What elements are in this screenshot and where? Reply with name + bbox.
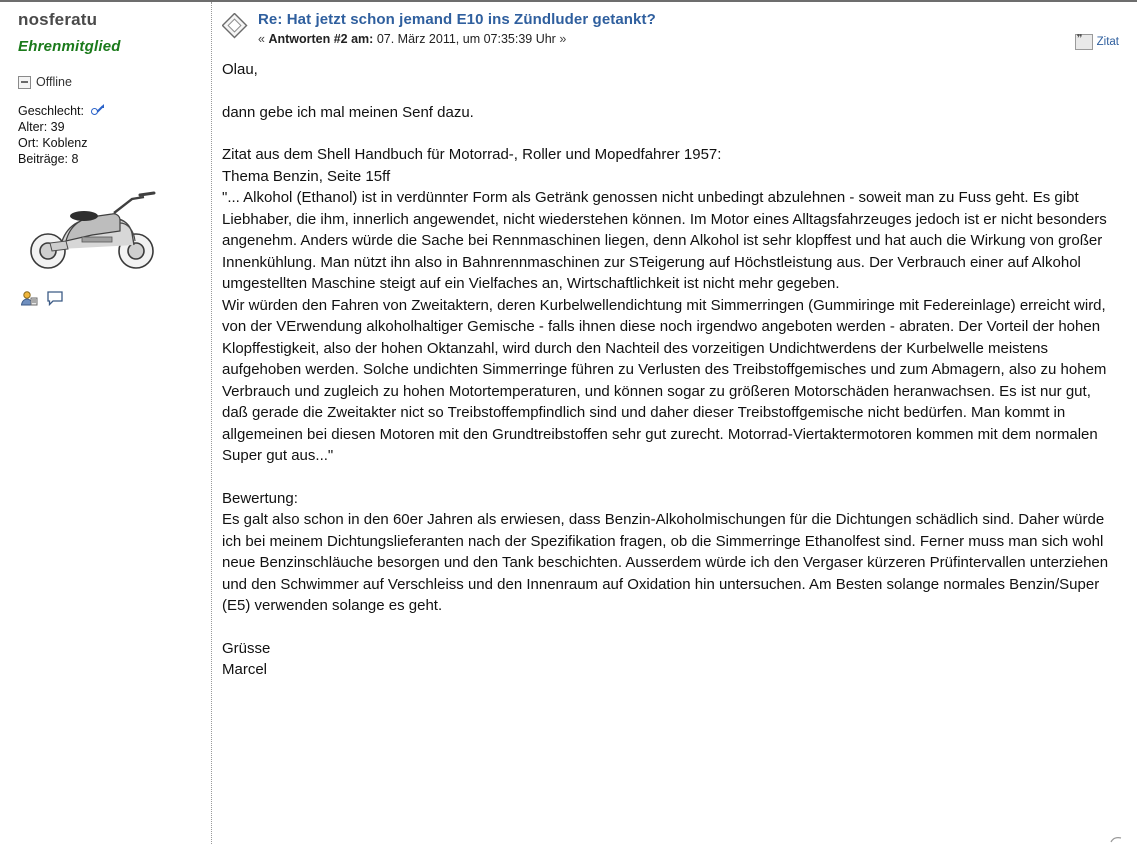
post-body-column bbox=[212, 2, 1137, 844]
author-action-icons bbox=[20, 289, 203, 307]
offline-icon bbox=[18, 76, 31, 89]
avatar bbox=[20, 183, 170, 275]
post-paragraph: Bewertung: bbox=[222, 489, 298, 507]
meta-location-value: Koblenz bbox=[42, 136, 88, 150]
meta-location bbox=[18, 135, 203, 151]
reply-label: Antworten #2 am: bbox=[268, 32, 374, 46]
meta-location-label: Ort: bbox=[18, 136, 39, 150]
meta-posts-label: Beiträge: bbox=[18, 152, 69, 166]
reply-prefix: « bbox=[258, 32, 265, 46]
meta-gender-label: Geschlecht: bbox=[18, 104, 85, 118]
scroll-indicator-icon bbox=[1109, 832, 1123, 842]
post-subinfo bbox=[258, 32, 656, 47]
meta-gender bbox=[18, 103, 203, 119]
author-column bbox=[0, 2, 212, 844]
post-subject[interactable]: Re: Hat jetzt schon jemand E10 ins Zündluder getankt? bbox=[258, 11, 656, 28]
offline-label: Offline bbox=[36, 75, 72, 89]
meta-age-value: 39 bbox=[50, 120, 65, 134]
paragraph-spacer bbox=[222, 123, 1119, 144]
message-icon[interactable] bbox=[46, 289, 64, 307]
post-paragraph: Es galt also schon in den 60er Jahren als erwiesen, dass Benzin-Alkoholmischungen für die Dichtungen schädlich sind. Daher würde ich bei meinem Dichtungslieferanten nach der Spezifikation fragen, ob die Simmerringe Ethanolfest sind. Ferner muss man sich wohl neue Benzinschläuche besorgen und den Tank beschichten. Ausserdem würde ich den Vergaser kürzeren Prüfintervallen unterziehen und den Schwimmer auf Verschleiss und den Innenraum auf Oxidation hin untersuchen. Am Besten solange normales Benzin/Super (E5) verwenden solange es geht. bbox=[222, 511, 1109, 614]
meta-age bbox=[18, 119, 203, 135]
quote-button-label: Zitat bbox=[1096, 36, 1119, 48]
paragraph-spacer bbox=[222, 467, 1119, 488]
post-paragraph: "... Alkohol (Ethanol) ist in verdünnter Form als Getränk genossen nicht unbedingt abzulehnen - soweit man zu Fuss geht. Es gibt Liebhaber, die ihm, innerlich angewendet, nicht wiederstehen können. Im Motor eines Alltagsfahrzeuges jedoch ist er nicht besonders angenehm. Anders würde die Sache bei Rennmaschinen liegen, denn Alkohol ist sehr klopffest und hat auch die Wirkung von großer Innenkühlung. Man nützt ihn also in Bahnrennmaschinen zur STeigerung auf Höchstleistung aus. Der Verbrauch einer auf Alkohol umgestellten Maschine steigt auf ein Vielfaches an, Wirtschaftlichkeit ist nicht mehr gegeben. bbox=[222, 189, 1107, 292]
paragraph-spacer bbox=[222, 81, 1119, 102]
quote-button[interactable] bbox=[1075, 34, 1119, 50]
quote-icon bbox=[1075, 34, 1093, 50]
meta-age-label: Alter: bbox=[18, 120, 48, 134]
post-paragraph: Thema Benzin, Seite 15ff bbox=[222, 167, 391, 185]
reply-suffix: » bbox=[559, 32, 567, 46]
author-meta bbox=[18, 103, 203, 167]
meta-posts-value: 8 bbox=[71, 152, 79, 166]
paragraph-spacer bbox=[222, 617, 1119, 638]
male-symbol-icon bbox=[91, 104, 104, 117]
online-status bbox=[18, 75, 203, 89]
post-paragraph: Marcel bbox=[222, 661, 268, 678]
post-paragraph: Olau, bbox=[222, 61, 258, 78]
profile-icon[interactable] bbox=[20, 289, 38, 307]
reply-date: 07. März 2011, um 07:35:39 Uhr bbox=[376, 32, 556, 46]
post-paragraph: Wir würden den Fahren von Zweitaktern, deren Kurbelwellendichtung mit Simmerringen (Gummiringe mit Federeinlage) erreicht wird, von der VErwendung alkoholhaltiger Gemische - falls ihnen diese noch irgendwo angeboten werden - abraten. Der Vorteil der hohen Klopffestigkeit, also der hohen Oktanzahl, wird durch den Nachteil des vorzeitigen Undichtwerdens der Kurbelwelle meistens aufgehoben werden. Solche undichten Simmerringe führen zu Verlusten des Treibstoffgemisches und zum Abmagern, also zu hohem Verbrauch und zugleich zu hohen Motortemperaturen, und können sogar zu größeren Motorschäden heranwachsen. Es ist nur gut, daß gerade die Zweitakter nict so Treibstoffempfindlich sind und daher dieser Treibstoffgemische nicht bedürfen. Man kommt in allgemeinen bei diesen Motoren mit den Grundtreibstoffen sehr gut zurecht. Motorrad-Viertaktermotoren kommen mit dem normalen Super gut aus..." bbox=[222, 296, 1107, 464]
post-paragraph: Zitat aus dem Shell Handbuch für Motorrad-, Roller und Mopedfahrer 1957: bbox=[222, 146, 722, 163]
meta-posts bbox=[18, 151, 203, 167]
post-container bbox=[0, 2, 1137, 844]
post-text bbox=[212, 53, 1137, 681]
author-rank: Ehrenmitglied bbox=[18, 38, 121, 55]
post-standard-icon bbox=[222, 13, 248, 39]
post-paragraph: Grüsse bbox=[222, 639, 271, 657]
post-header bbox=[212, 2, 1137, 53]
author-name[interactable]: nosferatu bbox=[18, 10, 98, 29]
post-paragraph: dann gebe ich mal meinen Senf dazu. bbox=[222, 103, 474, 121]
